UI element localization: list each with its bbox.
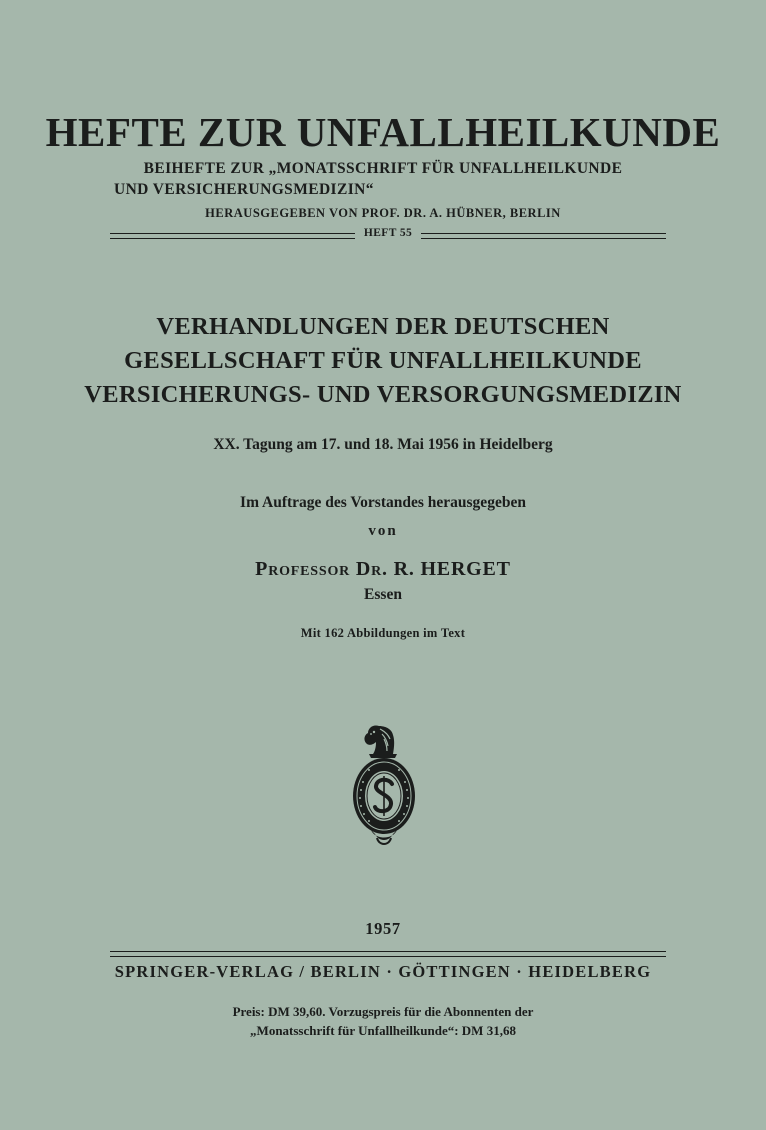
publication-year: 1957 <box>365 919 401 938</box>
price-line2: „Monatsschrift für Unfallheilkunde“: DM 31,68 <box>250 1023 516 1038</box>
series-title: HEFTE ZUR UNFALLHEILKUNDE <box>45 109 721 155</box>
meeting-info: XX. Tagung am 17. und 18. Mai 1956 in Heidelberg <box>213 436 553 453</box>
book-title <box>0 310 766 412</box>
series-subtitle-line1: BEIHEFTE ZUR „MONATSSCHRIFT FÜR UNFALLHEILKUNDE <box>143 160 623 177</box>
series-editor: HERAUSGEGEBEN VON PROF. DR. A. HÜBNER, BERLIN <box>205 206 561 220</box>
double-rule-left <box>110 233 355 239</box>
double-rule-right <box>421 233 666 239</box>
book-editor: Professor Dr. R. HERGET <box>255 558 511 580</box>
commission-note: Im Auftrage des Vorstandes herausgegeben <box>240 494 526 511</box>
issue-number: HEFT 55 <box>363 227 413 239</box>
series-subtitle-line2: UND VERSICHERUNGSMEDIZIN“ <box>114 181 374 198</box>
book-title-line3: VERSICHERUNGS- UND VERSORGUNGSMEDIZIN <box>84 381 682 408</box>
book-title-line2: GESELLSCHAFT FÜR UNFALLHEILKUNDE <box>124 347 642 374</box>
price-line1: Preis: DM 39,60. Vorzugspreis für die Abonnenten der <box>232 1004 534 1019</box>
editor-city: Essen <box>364 586 402 603</box>
publisher-line: SPRINGER-VERLAG / BERLIN · GÖTTINGEN · HEIDELBERG <box>114 962 652 981</box>
issue-rule <box>110 229 666 243</box>
book-title-line1: VERHANDLUNGEN DER DEUTSCHEN <box>156 313 610 340</box>
springer-horse-head-emblem-icon <box>349 722 419 848</box>
double-rule-publisher <box>110 951 666 957</box>
illustrations-note: Mit 162 Abbildungen im Text <box>300 626 466 640</box>
by-label: von <box>368 523 398 539</box>
